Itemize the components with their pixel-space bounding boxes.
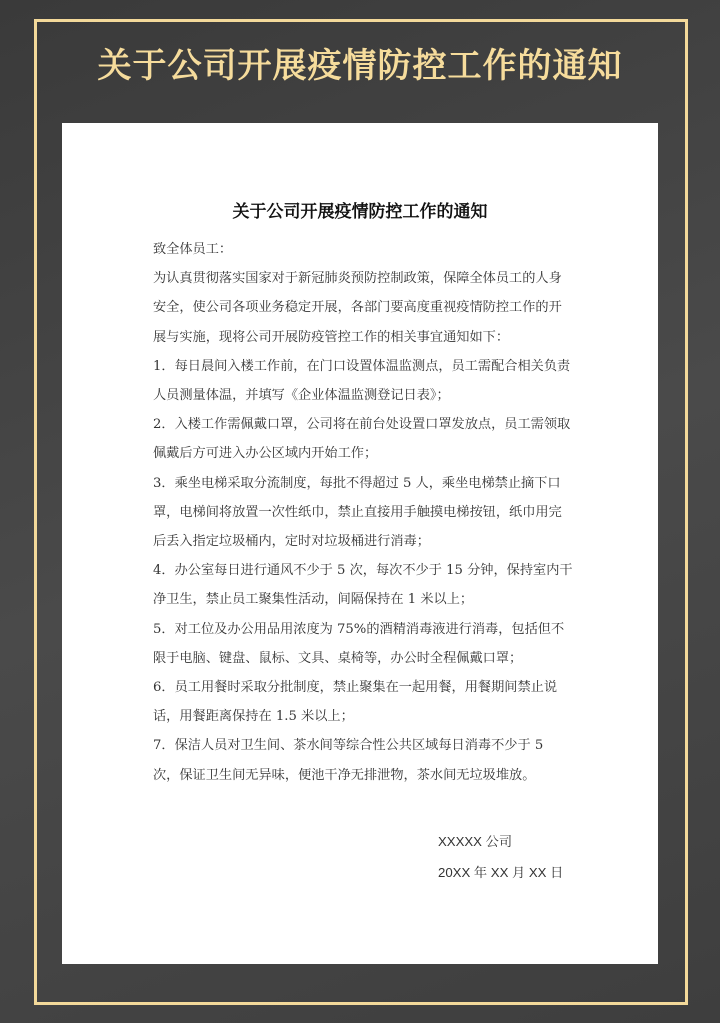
list-item: 2．入楼工作需佩戴口罩，公司将在前台处设置口罩发放点，员工需领取佩戴后方可进入办公区域内开始工作；: [153, 417, 571, 462]
document-body: [153, 235, 573, 790]
signature-date: 20XX 年 XX 月 XX 日: [438, 865, 564, 880]
signature-company: XXXXX 公司: [438, 834, 513, 849]
salutation: 致全体员工：: [153, 242, 233, 257]
intro-paragraph: 为认真贯彻落实国家对于新冠肺炎预防控制政策，保障全体员工的人身安全，使公司各项业务稳定开展，各部门要高度重视疫情防控工作的开展与实施，现将公司开展防疫管控工作的相关事宜通知如下：: [153, 271, 562, 345]
list-item: 3．乘坐电梯采取分流制度，每批不得超过 5 人，乘坐电梯禁止摘下口罩，电梯间将放置一次性纸巾，禁止直接用手触摸电梯按钮，纸巾用完后丢入指定垃圾桶内，定时对垃圾桶进行消毒；: [153, 475, 562, 550]
document-title: 关于公司开展疫情防控工作的通知: [232, 202, 488, 222]
list-item: 7．保洁人员对卫生间、茶水间等综合性公共区域每日消毒不少于 5 次，保证卫生间无异味，便池干净无排泄物，茶水间无垃圾堆放。: [153, 738, 544, 783]
list-item: 5．对工位及办公用品用浓度为 75%的酒精消毒液进行消毒，包括但不限于电脑、键盘、鼠标、文具、桌椅等，办公时全程佩戴口罩；: [153, 621, 565, 666]
list-item: 6．员工用餐时采取分批制度，禁止聚集在一起用餐，用餐期间禁止说话，用餐距离保持在 1.5 米以上；: [153, 680, 558, 725]
banner-title: 关于公司开展疫情防控工作的通知: [97, 46, 623, 86]
list-item: 1．每日晨间入楼工作前，在门口设置体温监测点，员工需配合相关负责人员测量体温，并填写《企业体温监测登记日表》；: [153, 358, 571, 404]
list-item: 4．办公室每日进行通风不少于 5 次，每次不少于 15 分钟，保持室内干净卫生，禁止员工聚集性活动，间隔保持在 1 米以上；: [153, 563, 573, 608]
document-page: [62, 123, 658, 964]
